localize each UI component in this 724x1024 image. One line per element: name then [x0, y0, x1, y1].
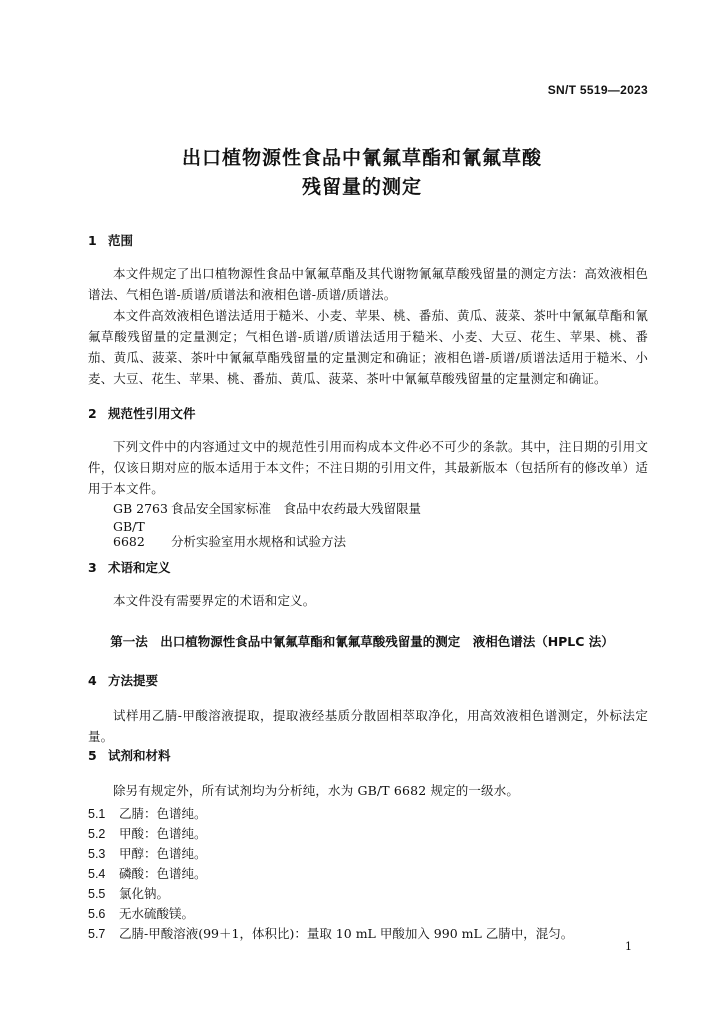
section-4-heading [88, 671, 158, 689]
section-number: 5 [88, 748, 97, 763]
list-item [88, 884, 169, 902]
item-number: 5.3 [88, 847, 106, 861]
section-title: 规范性引用文件 [108, 406, 196, 421]
section-4-para-1: 试样用乙腈-甲酸溶液提取，提取液经基质分散固相萃取净化，用高效液相色谱测定，外标法定量。 [88, 708, 648, 744]
item-text: 甲酸：色谱纯。 [119, 826, 207, 841]
item-number: 5.1 [88, 807, 106, 821]
section-number: 3 [88, 560, 97, 575]
reference-item [113, 499, 421, 517]
list-item [88, 904, 194, 922]
section-5-heading [88, 746, 171, 764]
item-text: 氯化钠。 [119, 886, 170, 901]
section-2-heading [88, 404, 196, 422]
item-text: 磷酸：色谱纯。 [119, 866, 207, 881]
item-number: 5.4 [88, 867, 106, 881]
list-item [88, 844, 207, 862]
list-item [88, 864, 207, 882]
item-text: 甲醇：色谱纯。 [119, 846, 207, 861]
reference-code: GB/T 6682 [113, 519, 145, 549]
section-number: 2 [88, 406, 97, 421]
section-3-para-1: 本文件没有需要界定的术语和定义。 [113, 593, 316, 608]
section-title: 方法提要 [108, 673, 159, 688]
item-number: 5.7 [88, 927, 106, 941]
section-1-heading [88, 231, 133, 249]
item-text: 乙腈：色谱纯。 [119, 806, 207, 821]
section-2-para-1: 下列文件中的内容通过文中的规范性引用而构成本文件必不可少的条款。其中，注日期的引用文件，仅该日期对应的版本适用于本文件；不注日期的引用文件，其最新版本（包括所有的修改单）适用于本文件。 [88, 439, 648, 496]
section-3-heading [88, 558, 171, 576]
reference-code: GB 2763 [113, 501, 168, 516]
section-5-para-1: 除另有规定外，所有试剂均为分析纯，水为 GB/T 6682 规定的一级水。 [113, 783, 520, 798]
section-title: 术语和定义 [108, 560, 171, 575]
section-number: 4 [88, 673, 97, 688]
section-title: 范围 [108, 233, 134, 248]
section-title: 试剂和材料 [108, 748, 171, 763]
list-item [88, 924, 573, 942]
list-item [88, 804, 207, 822]
item-text: 无水硫酸镁。 [119, 906, 195, 921]
item-number: 5.6 [88, 907, 106, 921]
page-number: 1 [625, 940, 632, 953]
section-1-para-2: 本文件高效液相色谱法适用于糙米、小麦、苹果、桃、番茄、黄瓜、菠菜、茶叶中氰氟草酯和氰氟草酸残留量的定量测定；气相色谱-质谱/质谱法适用于糙米、小麦、大豆、花生、苹果、桃、番茄、黄瓜、菠菜、茶叶中氰氟草酯残留量的定量测定和确证；液相色谱-质谱/质谱法适用于糙米、小麦、大豆、花生、苹果、桃、番茄、黄瓜、菠菜、茶叶中氰氟草酸残留量的定量测定和确证。 [88, 308, 648, 386]
item-text: 乙腈-甲酸溶液(99＋1，体积比)：量取 10 mL 甲酸加入 990 mL 乙腈中，混匀。 [119, 926, 574, 941]
section-number: 1 [88, 233, 97, 248]
reference-title: 分析实验室用水规格和试验方法 [171, 534, 347, 549]
list-item [88, 824, 207, 842]
method-1-heading: 第一法 出口植物源性食品中氰氟草酯和氰氟草酸残留量的测定 液相色谱法（HPLC 法） [110, 634, 614, 649]
section-1-para-1: 本文件规定了出口植物源性食品中氰氟草酯及其代谢物氰氟草酸残留量的测定方法：高效液相色谱法、气相色谱-质谱/质谱法和液相色谱-质谱/质谱法。 [88, 266, 648, 302]
item-number: 5.2 [88, 827, 106, 841]
doc-title-line2: 残留量的测定 [301, 176, 422, 198]
reference-item [113, 519, 346, 550]
doc-code: SN/T 5519—2023 [547, 83, 648, 97]
item-number: 5.5 [88, 887, 106, 901]
reference-title: 食品安全国家标准 食品中农药最大残留限量 [171, 501, 422, 516]
doc-title-line1: 出口植物源性食品中氰氟草酯和氰氟草酸 [181, 147, 542, 169]
